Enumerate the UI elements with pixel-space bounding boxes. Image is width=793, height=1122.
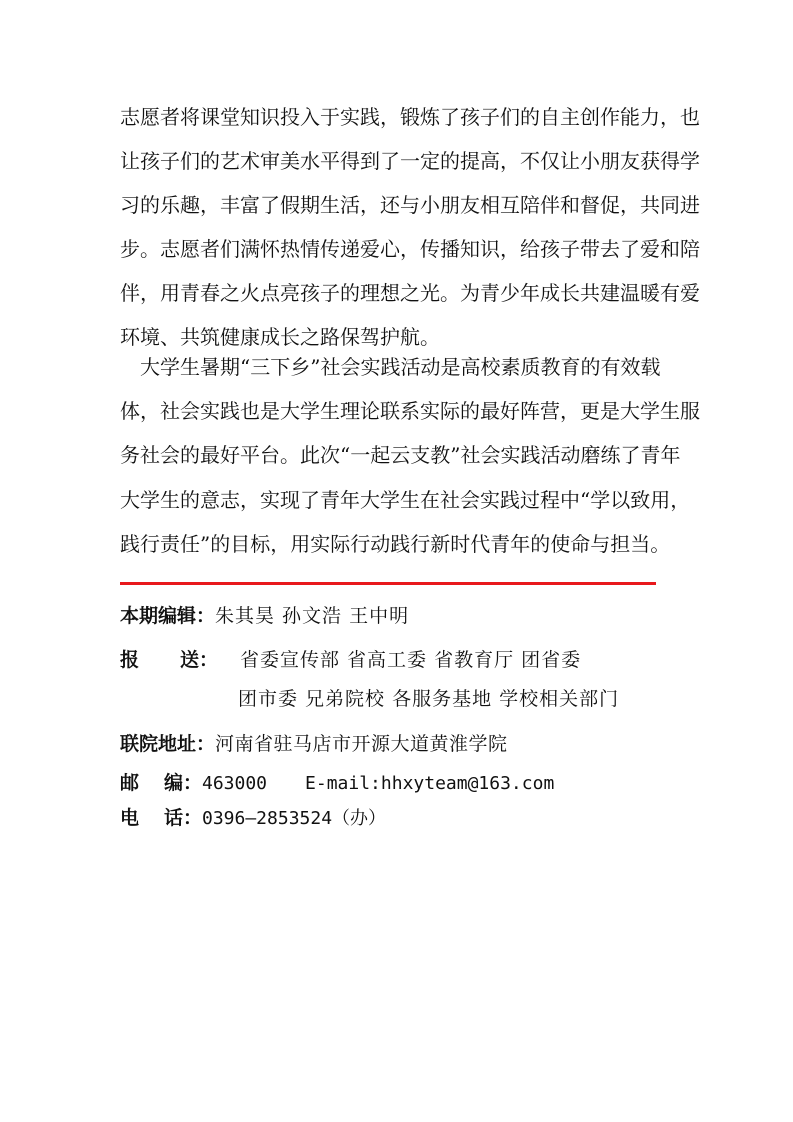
postcode-label xyxy=(120,772,202,794)
address-label: 联院地址： xyxy=(120,733,216,755)
address-row xyxy=(120,733,720,755)
paragraph-line: 伴，用青春之火点亮孩子的理想之光。为青少年成长共建温暖有爱 xyxy=(120,281,700,305)
phone-label xyxy=(120,807,202,829)
editor-label: 本期编辑： xyxy=(120,605,216,627)
phone-value: 0396—2853524（办） xyxy=(202,808,387,829)
postcode-label-part: 编： xyxy=(163,772,202,794)
postcode-row xyxy=(120,772,720,795)
email-value: E-mail:hhxyteam@163.com xyxy=(305,773,555,794)
paragraph-line: 志愿者将课堂知识投入于实践，锻炼了孩子们的自主创作能力，也 xyxy=(120,105,700,129)
phone-row xyxy=(120,807,720,830)
send-to-row-2 xyxy=(238,688,793,710)
send-to-label-part: 报 xyxy=(120,649,140,671)
send-to-label xyxy=(120,649,218,671)
paragraph-line: 让孩子们的艺术审美水平得到了一定的提高，不仅让小朋友获得学 xyxy=(120,149,700,173)
send-to-line-2: 团市委 兄弟院校 各服务基地 学校相关部门 xyxy=(238,688,620,710)
phone-label-part: 话： xyxy=(163,807,202,829)
paragraph-1 xyxy=(120,105,700,371)
paragraph-2 xyxy=(120,355,700,578)
paragraph-line: 步。志愿者们满怀热情传递爱心，传播知识，给孩子带去了爱和陪 xyxy=(120,237,700,261)
red-divider xyxy=(120,582,656,585)
send-to-line-1: 省委宣传部 省高工委 省教育厅 团省委 xyxy=(240,649,582,671)
paragraph-line: 务社会的最好平台。此次“一起云支教”社会实践活动磨练了青年 xyxy=(120,443,681,468)
paragraph-line: 体，社会实践也是大学生理论联系实际的最好阵营，更是大学生服 xyxy=(120,399,700,424)
editor-row xyxy=(120,605,720,627)
paragraph-line: 习的乐趣，丰富了假期生活，还与小朋友相互陪伴和督促，共同进 xyxy=(120,193,700,217)
paragraph-line: 大学生暑期“三下乡”社会实践活动是高校素质教育的有效载 xyxy=(120,355,661,379)
phone-label-part: 电 xyxy=(120,807,140,829)
editor-value: 朱其昊 孙文浩 王中明 xyxy=(215,605,410,627)
paragraph-line: 环境、共筑健康成长之路保驾护航。 xyxy=(120,325,440,349)
paragraph-line: 践行责任”的目标，用实际行动践行新时代青年的使命与担当。 xyxy=(120,531,671,556)
send-to-row xyxy=(120,649,720,671)
postcode-label-part: 邮 xyxy=(120,772,140,794)
address-value: 河南省驻马店市开源大道黄淮学院 xyxy=(215,733,508,755)
send-to-label-part: 送： xyxy=(179,649,218,671)
postcode-value: 463000 xyxy=(202,773,268,794)
paragraph-line: 大学生的意志，实现了青年大学生在社会实践过程中“学以致用， xyxy=(120,487,691,512)
